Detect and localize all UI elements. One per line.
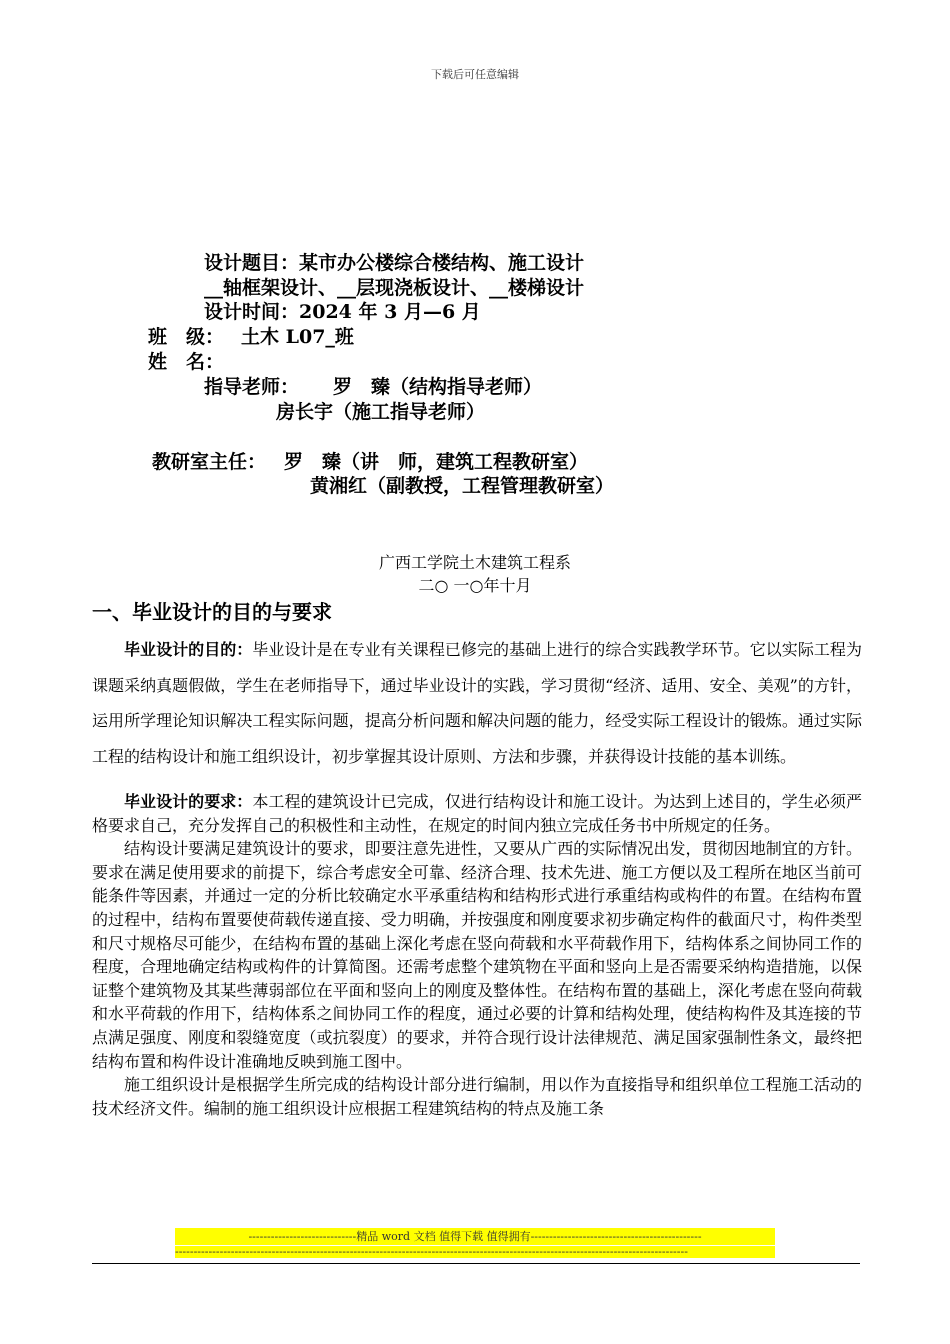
- class-label: 班 级：: [148, 326, 225, 348]
- footer-rule: [92, 1263, 860, 1264]
- structure-design-paragraph: 结构设计要满足建筑设计的要求，即要注意先进性，又要从广西的实际情况出发，贯彻因地制宜的方针。要求在满足使用要求的前提下，综合考虑安全可靠、经济合理、技术先进、施工方便以及工程所在地区当前可能条件等因素，并通过一定的分析比较确定水平承重结构和结构形式进行承重结构或构件的布置。在结构布置的过程中，结构布置要使荷载传递直接、受力明确，并按强度和刚度要求初步确定构件的截面尺寸，构件类型和尺寸规格尽可能少，在结构布置的基础上深化考虑在竖向荷载和水平荷载作用下，结构体系之间协同工作的程度，合理地确定结构或构件的计算简图。还需考虑整个建筑物在平面和竖向上是否需要采纳构造措施，以保证整个建筑物及其某些薄弱部位在平面和竖向上的刚度及整体性。在结构布置的基础上，深化考虑在竖向荷载和水平荷载的作用下，结构体系之间协同工作的程度，通过必要的计算和结构处理，使结构构件及其连接的节点满足强度、刚度和裂缝宽度（或抗裂度）的要求，并符合现行设计法律规范、满足国家强制性条文，最终把结构布置和构件设计准确地反映到施工图中。: [92, 839, 862, 1071]
- footer-banner: -----------------------------精品 word 文档 值得下载 值得拥有----------------------------------------------: [175, 1228, 775, 1245]
- director-label: 教研室主任：: [152, 451, 267, 473]
- purpose-label: 毕业设计的目的：: [124, 640, 253, 659]
- requirement-label: 毕业设计的要求：: [124, 792, 253, 811]
- design-time: 设计时间：2024 年 3 月—6 月: [204, 301, 481, 323]
- director-1: 罗 臻（讲 师，建筑工程教研室）: [284, 451, 589, 473]
- advisor-structure: 罗 臻（结构指导老师）: [333, 376, 543, 398]
- advisor-construction: 房长宇（施工指导老师）: [276, 401, 486, 423]
- design-topic: 设计题目：某市办公楼综合楼结构、施工设计: [204, 252, 585, 274]
- purpose-paragraph: [92, 632, 862, 774]
- cover-date: 二○ 一○年十月: [418, 576, 532, 595]
- requirements-block: [92, 790, 862, 1120]
- class-value: 土木 L07_班: [241, 326, 354, 348]
- advisor-label: 指导老师：: [204, 376, 300, 398]
- name-label: 姓 名：: [148, 351, 225, 373]
- section-heading: 一、毕业设计的目的与要求: [92, 600, 332, 624]
- footer-dash-line: ------------------------------------------------------------------------------------------------------------------------------------------: [175, 1246, 775, 1258]
- design-topic-parts: __轴框架设计、__层现浇板设计、__楼梯设计: [204, 277, 585, 299]
- construction-design-paragraph: 施工组织设计是根据学生所完成的结构设计部分进行编制，用以作为直接指导和组织单位工程施工活动的技术经济文件。编制的施工组织设计应根据工程建筑结构的特点及施工条: [92, 1075, 862, 1118]
- purpose-text: 毕业设计是在专业有关课程已修完的基础上进行的综合实践教学环节。它以实际工程为课题采纳真题假做，学生在老师指导下，通过毕业设计的实践，学习贯彻“经济、适用、安全、美观”的方针，运用所学理论知识解决工程实际问题，提高分析问题和解决问题的能力，经受实际工程设计的锻炼。通过实际工程的结构设计和施工组织设计，初步掌握其设计原则、方法和步骤，并获得设计技能的基本训练。: [92, 640, 862, 766]
- page-header: 下载后可任意编辑: [431, 68, 519, 81]
- school-name: 广西工学院土木建筑工程系: [378, 553, 571, 572]
- director-2: 黄湘红（副教授，工程管理教研室）: [310, 475, 615, 497]
- requirement-text: 本工程的建筑设计已完成，仅进行结构设计和施工设计。为达到上述目的，学生必须严格要求自己，充分发挥自己的积极性和主动性，在规定的时间内独立完成任务书中所规定的任务。: [92, 792, 862, 835]
